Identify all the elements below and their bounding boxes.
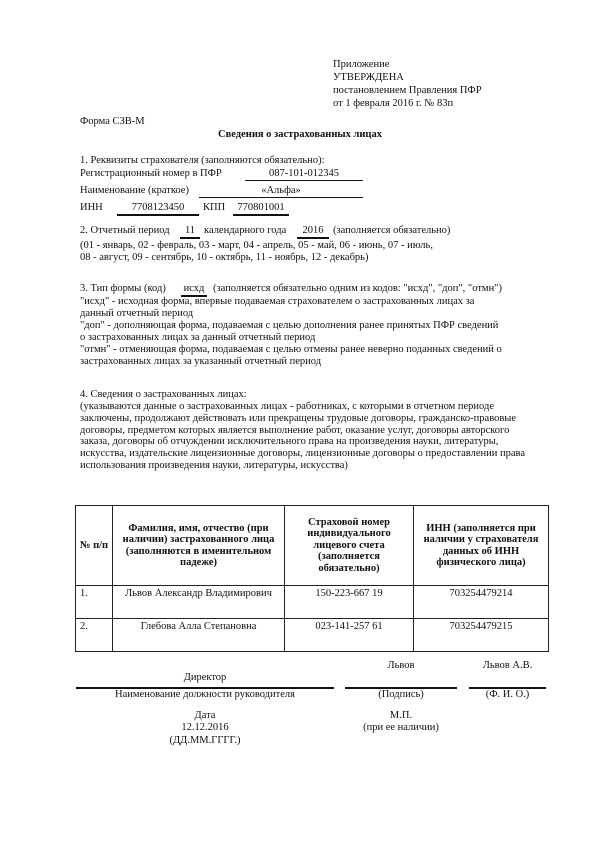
stamp-label: М.П. bbox=[389, 710, 413, 721]
form-type-desc-otmn: "отмн" - отменяющая форма, подаваемая с целью отмены ранее неверно поданных сведений о застрахованных лицах за указанный отчетный период bbox=[80, 344, 502, 367]
form-type-prefix: 3. Тип формы (код) bbox=[80, 283, 166, 294]
row-inn[interactable]: 703254479215 bbox=[414, 619, 549, 652]
kpp-label: КПП bbox=[203, 202, 226, 213]
page-title: Сведения о застрахованных лицах bbox=[218, 129, 382, 140]
form-type-field[interactable]: исхд bbox=[181, 283, 207, 297]
signature-line[interactable] bbox=[345, 672, 457, 689]
period-field[interactable]: 11 bbox=[180, 225, 200, 239]
col-header-snils: Страховой номер индивидуального лицевого счета (заполняется обязательно) bbox=[285, 506, 414, 586]
approval-line-2: УТВЕРЖДЕНА bbox=[333, 72, 404, 83]
date-label: Дата bbox=[194, 710, 216, 721]
approval-line-1: Приложение bbox=[333, 59, 390, 70]
fio-label: (Ф. И. О.) bbox=[485, 689, 530, 700]
form-type-desc-dop: "доп" - дополняющая форма, подаваемая с целью дополнения ранее принятых ПФР сведений о застрахованных лицах за данный отчетный период bbox=[80, 320, 499, 343]
row-number: 2. bbox=[76, 619, 113, 652]
row-fio[interactable]: Львов Александр Владимирович bbox=[113, 586, 285, 619]
fio-line[interactable] bbox=[469, 672, 546, 689]
reg-number-label: Регистрационный номер в ПФР bbox=[80, 168, 222, 179]
period-suffix: (заполняется обязательно) bbox=[333, 225, 451, 236]
position-label: Наименование должности руководителя bbox=[115, 689, 295, 700]
row-inn[interactable]: 703254479214 bbox=[414, 586, 549, 619]
form-name: Форма СЗВ-М bbox=[80, 116, 145, 127]
col-header-number: № п/п bbox=[76, 506, 113, 586]
reg-number-field[interactable]: 087-101-012345 bbox=[245, 168, 363, 181]
row-snils[interactable]: 150-223-667 19 bbox=[285, 586, 414, 619]
inn-label: ИНН bbox=[80, 202, 103, 213]
stamp-note: (при ее наличии) bbox=[363, 722, 439, 733]
section-4-description: (указываются данные о застрахованных лицах - работниках, с которыми в отчетном периоде заключены, продолжают действовать или прекращены трудовые договоры, гражданско-правовые договоры, предметом которых является выполнение работ, оказание услуг, договоры авторского заказа, договоры об отчуждении исключительного права на произведения науки, литературы, искусства, издательские лицензионные договоры, лицензионные договоры о предоставлении права использования произведения науки, литературы, искусства) bbox=[80, 401, 525, 471]
signature-label: (Подпись) bbox=[378, 689, 424, 700]
short-name-field[interactable]: «Альфа» bbox=[199, 185, 363, 198]
row-number: 1. bbox=[76, 586, 113, 619]
signature-value: Львов bbox=[387, 660, 415, 671]
fio-value: Львов А.В. bbox=[482, 660, 533, 671]
form-type-suffix: (заполняется обязательно одним из кодов: "исхд", "доп", "отмн") bbox=[213, 283, 502, 294]
col-header-fio: Фамилия, имя, отчество (при наличии) застрахованного лица (заполняются в именительном падеже) bbox=[113, 506, 285, 586]
date-format: (ДД.ММ.ГГГГ.) bbox=[169, 735, 241, 746]
period-prefix: 2. Отчетный период bbox=[80, 225, 170, 236]
date-value[interactable]: 12.12.2016 bbox=[181, 722, 229, 733]
year-field[interactable]: 2016 bbox=[297, 225, 329, 239]
months-legend-1: (01 - январь, 02 - февраль, 03 - март, 04 - апрель, 05 - май, 06 - июнь, 07 - июль, bbox=[80, 240, 433, 251]
approval-line-3: постановлением Правления ПФР bbox=[333, 85, 482, 96]
col-header-inn: ИНН (заполняется при наличии у страхователя данных об ИНН физического лица) bbox=[414, 506, 549, 586]
period-middle: календарного года bbox=[204, 225, 287, 236]
table-row bbox=[76, 619, 549, 652]
position-field[interactable]: Директор bbox=[76, 672, 334, 689]
inn-field[interactable]: 7708123450 bbox=[117, 202, 199, 216]
row-fio[interactable]: Глебова Алла Степановна bbox=[113, 619, 285, 652]
row-snils[interactable]: 023-141-257 61 bbox=[285, 619, 414, 652]
section-1-heading: 1. Реквизиты страхователя (заполняются обязательно): bbox=[80, 155, 325, 166]
table-row bbox=[76, 586, 549, 619]
section-4-heading: 4. Сведения о застрахованных лицах: bbox=[80, 389, 247, 400]
form-type-desc-ishd: "исхд" - исходная форма, впервые подаваемая страхователем о застрахованных лицах за данный отчетный период bbox=[80, 296, 475, 319]
insured-persons-table bbox=[75, 505, 549, 652]
kpp-field[interactable]: 770801001 bbox=[233, 202, 289, 216]
approval-line-4: от 1 февраля 2016 г. № 83п bbox=[333, 98, 454, 109]
months-legend-2: 08 - август, 09 - сентябрь, 10 - октябрь, 11 - ноябрь, 12 - декабрь) bbox=[80, 252, 369, 263]
short-name-label: Наименование (краткое) bbox=[80, 185, 189, 196]
table-header-row bbox=[76, 506, 549, 586]
